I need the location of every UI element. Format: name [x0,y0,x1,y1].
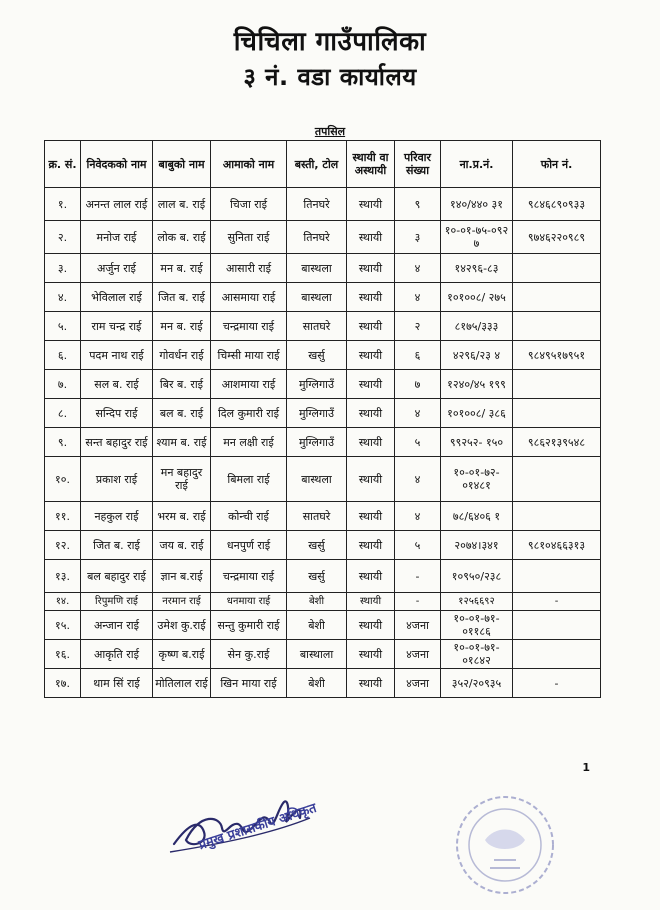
column-header: बस्ती, टोल [287,141,347,188]
settlement-cell: खर्सु [287,531,347,560]
mother-name-cell: मन लक्षी राई [211,428,287,457]
residency-status-cell: स्थायी [347,188,395,221]
column-header: क्र. सं. [45,141,81,188]
phone-number-cell: - [513,593,601,611]
phone-number-cell [513,457,601,502]
settlement-cell: बेशी [287,669,347,698]
column-header: आमाको नाम [211,141,287,188]
settlement-cell: बेशी [287,611,347,640]
applicant-name-cell: जित ब. राई [81,531,153,560]
residency-status-cell: स्थायी [347,560,395,593]
column-header: फोन नं. [513,141,601,188]
serial-cell: १. [45,188,81,221]
family-size-cell: ७ [395,370,441,399]
applicant-name-cell: सल ब. राई [81,370,153,399]
father-name-cell: लाल ब. राई [153,188,211,221]
father-name-cell: कृष्ण ब.राई [153,640,211,669]
mother-name-cell: चिजा राई [211,188,287,221]
citizenship-number-cell: ८१७५/३३३ [441,312,513,341]
residency-status-cell: स्थायी [347,640,395,669]
table-row [45,188,601,221]
phone-number-cell [513,283,601,312]
residency-status-cell: स्थायी [347,221,395,254]
column-header: निवेदकको नाम [81,141,153,188]
family-size-cell: ४जना [395,669,441,698]
table-row [45,221,601,254]
phone-number-cell: ९८४६८९०९३३ [513,188,601,221]
residency-status-cell: स्थायी [347,669,395,698]
mother-name-cell: धनमाया राई [211,593,287,611]
settlement-cell: सातघरे [287,502,347,531]
applicant-table [44,140,601,698]
citizenship-number-cell: १२४०/४५ १९९ [441,370,513,399]
phone-number-cell [513,640,601,669]
family-size-cell: ४ [395,457,441,502]
phone-number-cell [513,312,601,341]
citizenship-number-cell: १०९५०/२३८ [441,560,513,593]
citizenship-number-cell: १२५६६९२ [441,593,513,611]
phone-number-cell [513,399,601,428]
signature-caption: प्रमुख प्रशासकीय अधिकृत [196,800,319,854]
citizenship-number-cell: १०-०१-७२- ०१४८१ [441,457,513,502]
residency-status-cell: स्थायी [347,502,395,531]
father-name-cell: श्याम ब. राई [153,428,211,457]
serial-cell: ४. [45,283,81,312]
father-name-cell: जय ब. राई [153,531,211,560]
phone-number-cell: - [513,669,601,698]
mother-name-cell: कोन्ची राई [211,502,287,531]
serial-cell: ७. [45,370,81,399]
residency-status-cell: स्थायी [347,611,395,640]
applicant-name-cell: आकृति राई [81,640,153,669]
applicant-name-cell: सन्दिप राई [81,399,153,428]
table-row [45,531,601,560]
applicant-name-cell: भेविलाल राई [81,283,153,312]
citizenship-number-cell: ४२९६/२३ ४ [441,341,513,370]
family-size-cell: ४जना [395,640,441,669]
phone-number-cell: ९८६२१३९५४८ [513,428,601,457]
applicant-name-cell: अर्जुन राई [81,254,153,283]
citizenship-number-cell: १०-०१-७१- ०१८४२ [441,640,513,669]
serial-cell: १२. [45,531,81,560]
family-size-cell: ९ [395,188,441,221]
father-name-cell: बिर ब. राई [153,370,211,399]
family-size-cell: ४ [395,254,441,283]
table-row [45,593,601,611]
table-row [45,254,601,283]
settlement-cell: बास्थला [287,254,347,283]
father-name-cell: मन ब. राई [153,254,211,283]
column-header: ना.प्र.नं. [441,141,513,188]
settlement-cell: बास्थला [287,457,347,502]
settlement-cell: खर्सु [287,560,347,593]
father-name-cell: नरमान राई [153,593,211,611]
office-seal-stamp [450,790,560,900]
citizenship-number-cell: १४२९६-८३ [441,254,513,283]
mother-name-cell: धनपुर्ण राई [211,531,287,560]
serial-cell: ८. [45,399,81,428]
table-row [45,457,601,502]
table-row [45,640,601,669]
citizenship-number-cell: १०१००८/ ३८६ [441,399,513,428]
table-row [45,611,601,640]
family-size-cell: ५ [395,531,441,560]
family-size-cell: ४जना [395,611,441,640]
table-row [45,502,601,531]
phone-number-cell: ९७४६२२०९८९ [513,221,601,254]
mother-name-cell: दिल कुमारी राई [211,399,287,428]
applicant-name-cell: मनोज राई [81,221,153,254]
residency-status-cell: स्थायी [347,593,395,611]
residency-status-cell: स्थायी [347,370,395,399]
table-row [45,399,601,428]
father-name-cell: भरम ब. राई [153,502,211,531]
settlement-cell: मुग्लिगाउँ [287,428,347,457]
table-row [45,560,601,593]
column-header: बाबुको नाम [153,141,211,188]
father-name-cell: बल ब. राई [153,399,211,428]
applicant-name-cell: राम चन्द्र राई [81,312,153,341]
mother-name-cell: आसारी राई [211,254,287,283]
table-row [45,312,601,341]
citizenship-number-cell: ७८/६४०६ १ [441,502,513,531]
serial-cell: १६. [45,640,81,669]
page-number: 1 [582,761,590,774]
serial-cell: १५. [45,611,81,640]
mother-name-cell: बिमला राई [211,457,287,502]
family-size-cell: २ [395,312,441,341]
table-row [45,669,601,698]
citizenship-number-cell: १०१००८/ २७५ [441,283,513,312]
citizenship-number-cell: १०-०१-७१- ०११८६ [441,611,513,640]
residency-status-cell: स्थायी [347,399,395,428]
ward-office-title: ३ नं. वडा कार्यालय [243,63,417,91]
serial-cell: १०. [45,457,81,502]
citizenship-number-cell: १४०/४४० ३१ [441,188,513,221]
mother-name-cell: सुनिता राई [211,221,287,254]
mother-name-cell: चन्द्रमाया राई [211,312,287,341]
citizenship-number-cell: ३५२/२०९३५ [441,669,513,698]
residency-status-cell: स्थायी [347,283,395,312]
father-name-cell: जित ब. राई [153,283,211,312]
residency-status-cell: स्थायी [347,428,395,457]
residency-status-cell: स्थायी [347,341,395,370]
phone-number-cell: ९८४९५१७९५१ [513,341,601,370]
citizenship-number-cell: २०७४।३४१ [441,531,513,560]
phone-number-cell [513,502,601,531]
father-name-cell: मन बहादुर राई [153,457,211,502]
mother-name-cell: सेन कु.राई [211,640,287,669]
table-header-row [45,141,601,188]
family-size-cell: ३ [395,221,441,254]
family-size-cell: - [395,593,441,611]
mother-name-cell: चन्द्रमाया राई [211,560,287,593]
table-row [45,341,601,370]
family-size-cell: ४ [395,502,441,531]
serial-cell: १३. [45,560,81,593]
residency-status-cell: स्थायी [347,254,395,283]
applicant-name-cell: नहकुल राई [81,502,153,531]
phone-number-cell [513,560,601,593]
phone-number-cell [513,370,601,399]
column-header: स्थायी वा अस्थायी [347,141,395,188]
father-name-cell: ज्ञान ब.राई [153,560,211,593]
table-row [45,428,601,457]
mother-name-cell: आसमाया राई [211,283,287,312]
family-size-cell: ४ [395,399,441,428]
family-size-cell: ४ [395,283,441,312]
applicant-name-cell: प्रकाश राई [81,457,153,502]
serial-cell: १४. [45,593,81,611]
table-row [45,370,601,399]
settlement-cell: खर्सु [287,341,347,370]
settlement-cell: मुग्लिगाउँ [287,370,347,399]
phone-number-cell [513,254,601,283]
applicant-name-cell: अनन्त लाल राई [81,188,153,221]
settlement-cell: बास्थला [287,283,347,312]
mother-name-cell: खिन माया राई [211,669,287,698]
family-size-cell: ६ [395,341,441,370]
serial-cell: १७. [45,669,81,698]
family-size-cell: ५ [395,428,441,457]
father-name-cell: लोक ब. राई [153,221,211,254]
phone-number-cell: ९८१०४६६३१३ [513,531,601,560]
residency-status-cell: स्थायी [347,457,395,502]
applicant-name-cell: बल बहादुर राई [81,560,153,593]
mother-name-cell: सन्तु कुमारी राई [211,611,287,640]
residency-status-cell: स्थायी [347,312,395,341]
applicant-name-cell: रिपुमणि राई [81,593,153,611]
father-name-cell: उमेश कु.राई [153,611,211,640]
settlement-cell: तिनघरे [287,188,347,221]
settlement-cell: बेशी [287,593,347,611]
citizenship-number-cell: १०-०१-७५-०९२७ [441,221,513,254]
column-header: परिवार संख्या [395,141,441,188]
settlement-cell: तिनघरे [287,221,347,254]
serial-cell: २. [45,221,81,254]
father-name-cell: मन ब. राई [153,312,211,341]
father-name-cell: मोतिलाल राई [153,669,211,698]
father-name-cell: गोवर्धन राई [153,341,211,370]
serial-cell: ५. [45,312,81,341]
family-size-cell: - [395,560,441,593]
serial-cell: ११. [45,502,81,531]
applicant-name-cell: अन्जान राई [81,611,153,640]
applicant-name-cell: सन्त बहादुर राई [81,428,153,457]
office-title: चिचिला गाउँपालिका [233,27,427,57]
settlement-cell: बास्थाला [287,640,347,669]
phone-number-cell [513,611,601,640]
mother-name-cell: चिम्सी माया राई [211,341,287,370]
applicant-name-cell: थाम सिं राई [81,669,153,698]
details-heading: तपसिल [314,125,346,138]
mother-name-cell: आशमाया राई [211,370,287,399]
settlement-cell: सातघरे [287,312,347,341]
applicant-name-cell: पदम नाथ राई [81,341,153,370]
serial-cell: ६. [45,341,81,370]
serial-cell: ३. [45,254,81,283]
settlement-cell: मुग्लिगाउँ [287,399,347,428]
table-row [45,283,601,312]
residency-status-cell: स्थायी [347,531,395,560]
serial-cell: ९. [45,428,81,457]
citizenship-number-cell: ९९२५२- १५० [441,428,513,457]
